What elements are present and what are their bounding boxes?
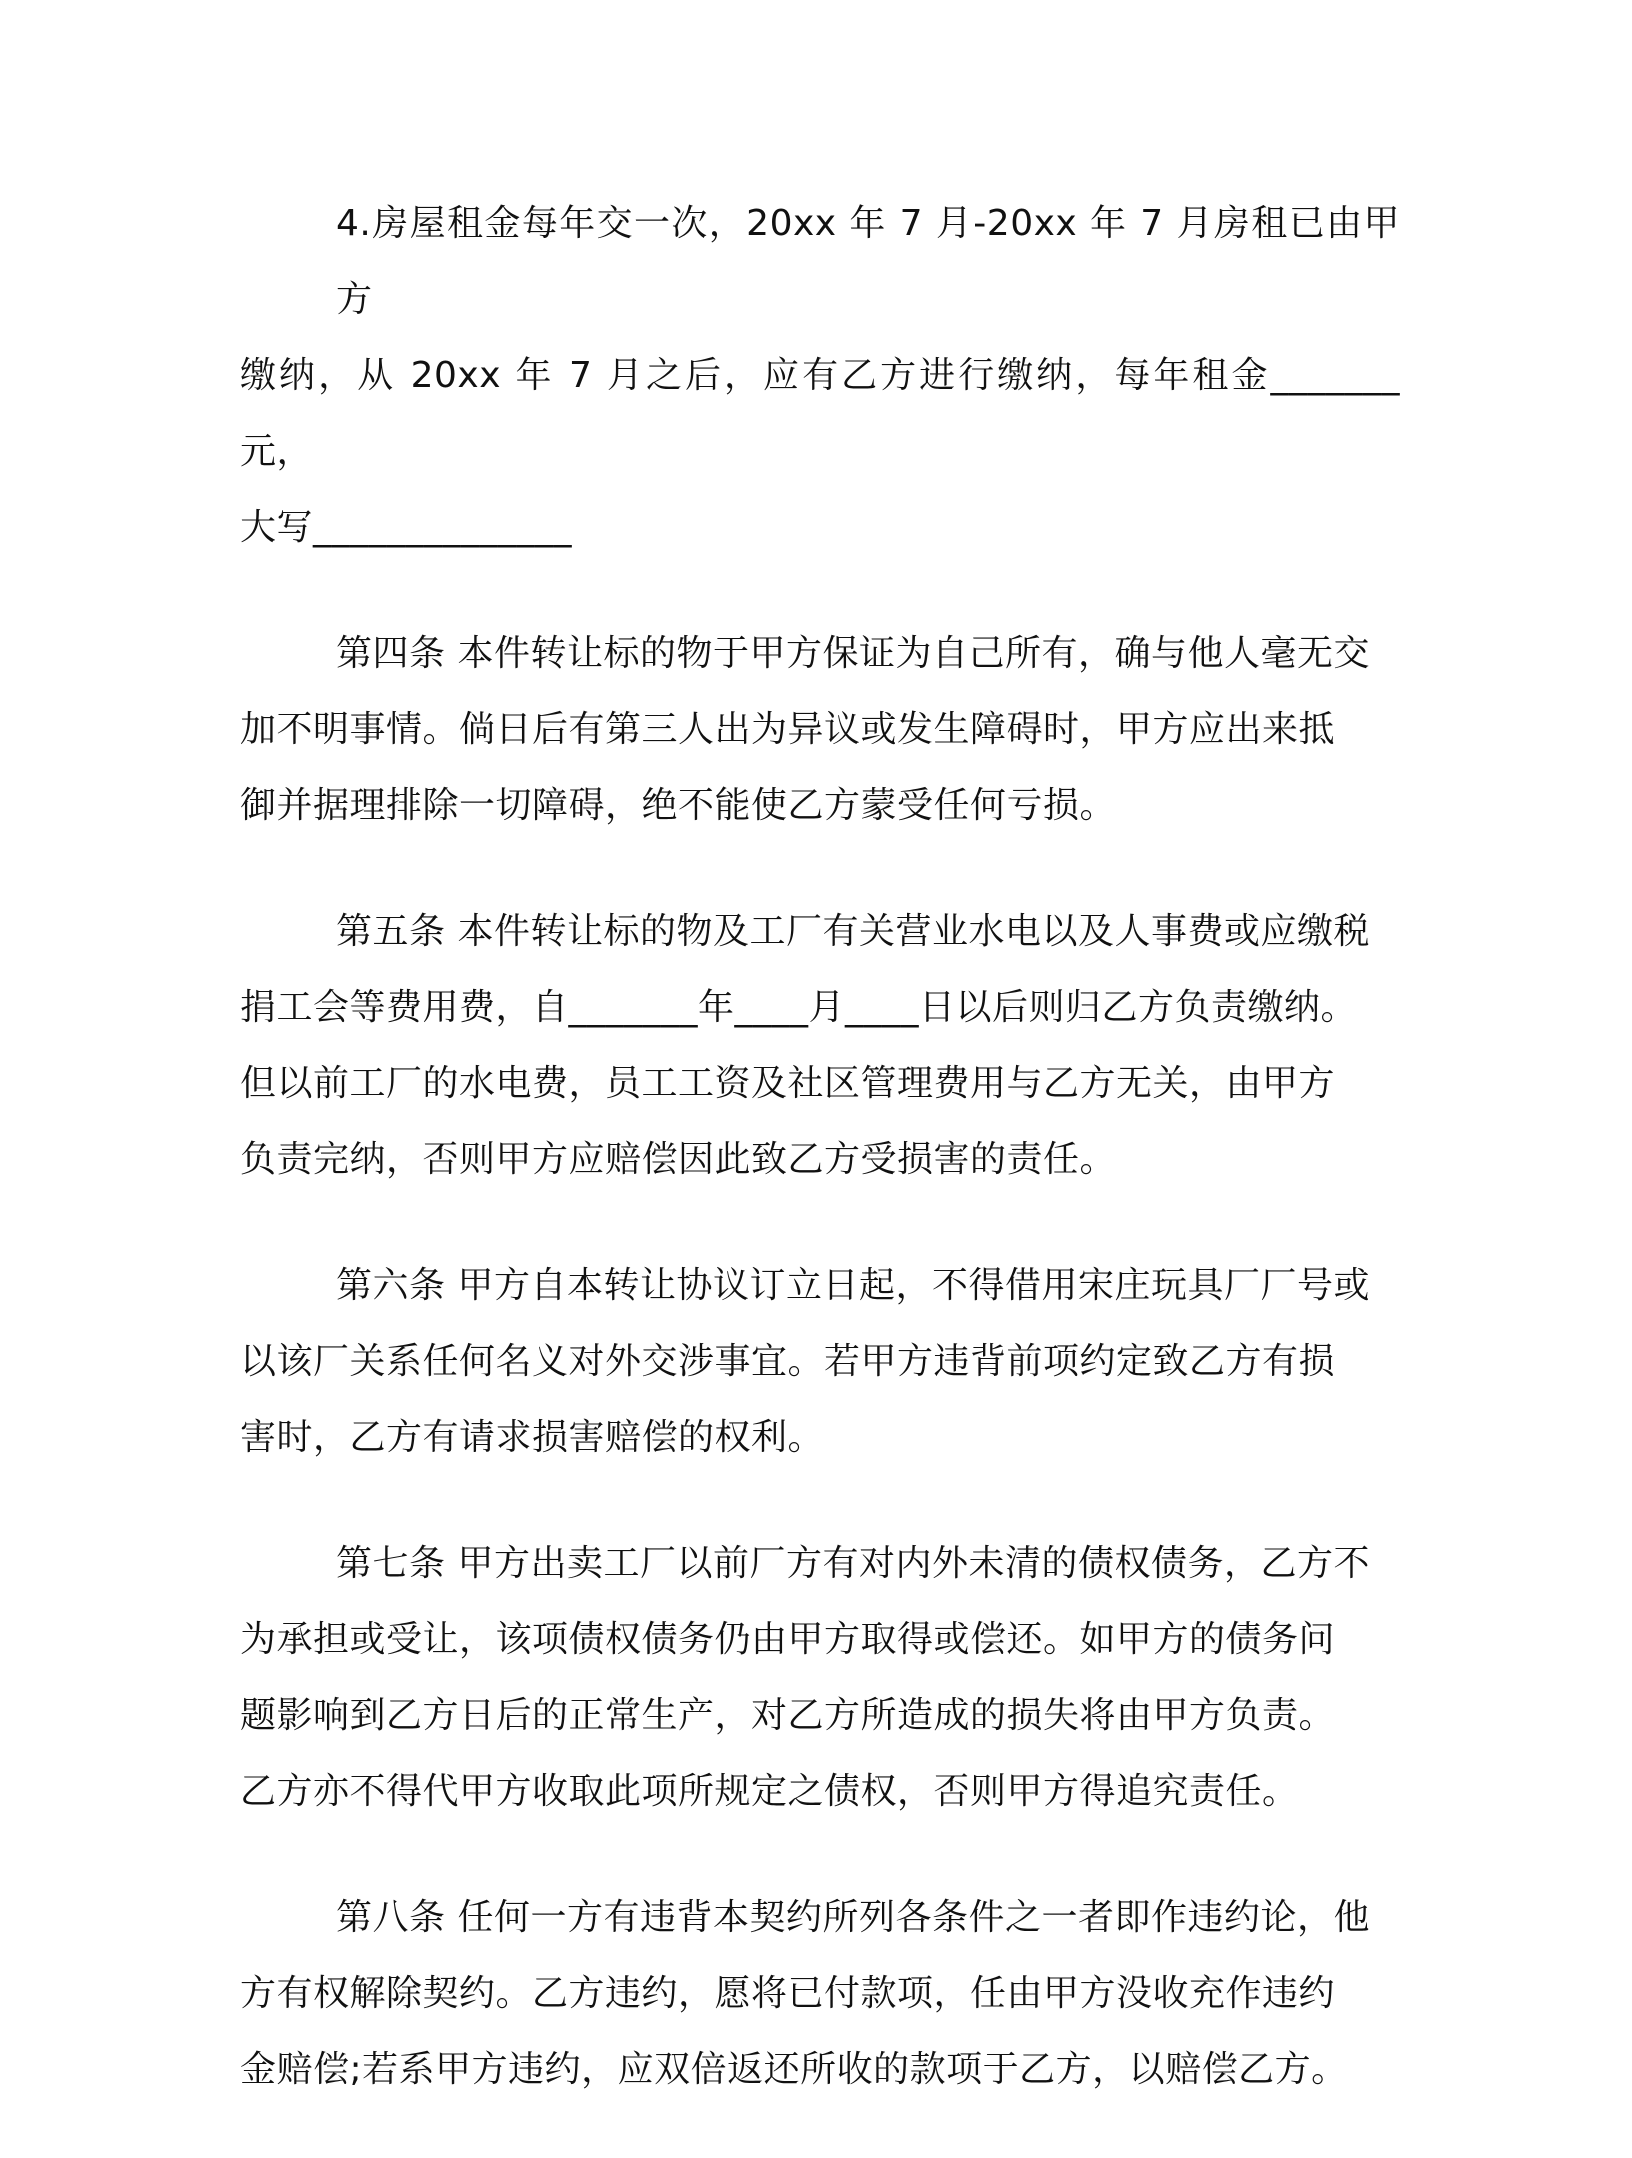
text-line: 以该厂关系任何名义对外交涉事宜。若甲方违背前项约定致乙方有损 bbox=[240, 1341, 1336, 1382]
paragraph-article-7 bbox=[240, 1526, 1400, 1830]
text-line: 负责完纳，否则甲方应赔偿因此致乙方受损害的责任。 bbox=[240, 1139, 1117, 1180]
paragraph-article-8 bbox=[240, 1880, 1400, 2108]
text-line: 捐工会等费用费，自_______年____月____日以后则归乙方负责缴纳。 bbox=[240, 987, 1358, 1028]
text-line: 第八条 任何一方有违背本契约所列各条件之一者即作违约论，他 bbox=[336, 1897, 1370, 1938]
text-line: 题影响到乙方日后的正常生产，对乙方所造成的损失将由甲方负责。 bbox=[240, 1695, 1336, 1736]
text-line: 4.房屋租金每年交一次，20xx 年 7 月-20xx 年 7 月房租已由甲方 bbox=[336, 203, 1400, 320]
text-line: 为承担或受让，该项债权债务仍由甲方取得或偿还。如甲方的债务问 bbox=[240, 1619, 1336, 1660]
text-line: 加不明事情。倘日后有第三人出为异议或发生障碍时，甲方应出来抵 bbox=[240, 709, 1336, 750]
text-line: 乙方亦不得代甲方收取此项所规定之债权，否则甲方得追究责任。 bbox=[240, 1771, 1299, 1812]
text-line: 缴纳，从 20xx 年 7 月之后，应有乙方进行缴纳，每年租金_______元， bbox=[240, 355, 1400, 472]
paragraph-rent-payment bbox=[240, 186, 1400, 566]
text-line: 第四条 本件转让标的物于甲方保证为自己所有，确与他人毫无交 bbox=[336, 633, 1370, 674]
text-line: 方有权解除契约。乙方违约，愿将已付款项，任由甲方没收充作违约 bbox=[240, 1973, 1336, 2014]
text-line: 第六条 甲方自本转让协议订立日起，不得借用宋庄玩具厂厂号或 bbox=[336, 1265, 1370, 1306]
text-line: 御并据理排除一切障碍，绝不能使乙方蒙受任何亏损。 bbox=[240, 785, 1117, 826]
paragraph-article-5 bbox=[240, 894, 1400, 1198]
document-body bbox=[240, 186, 1400, 2158]
text-line: 害时，乙方有请求损害赔偿的权利。 bbox=[240, 1417, 825, 1458]
paragraph-article-6 bbox=[240, 1248, 1400, 1476]
text-line: 金赔偿;若系甲方违约，应双倍返还所收的款项于乙方，以赔偿乙方。 bbox=[240, 2049, 1348, 2090]
text-line: 第五条 本件转让标的物及工厂有关营业水电以及人事费或应缴税 bbox=[336, 911, 1370, 952]
text-line: 但以前工厂的水电费，员工工资及社区管理费用与乙方无关，由甲方 bbox=[240, 1063, 1336, 1104]
text-line: 大写______________ bbox=[240, 507, 573, 548]
paragraph-article-4 bbox=[240, 616, 1400, 844]
text-line: 第七条 甲方出卖工厂以前厂方有对内外未清的债权债务，乙方不 bbox=[336, 1543, 1370, 1584]
